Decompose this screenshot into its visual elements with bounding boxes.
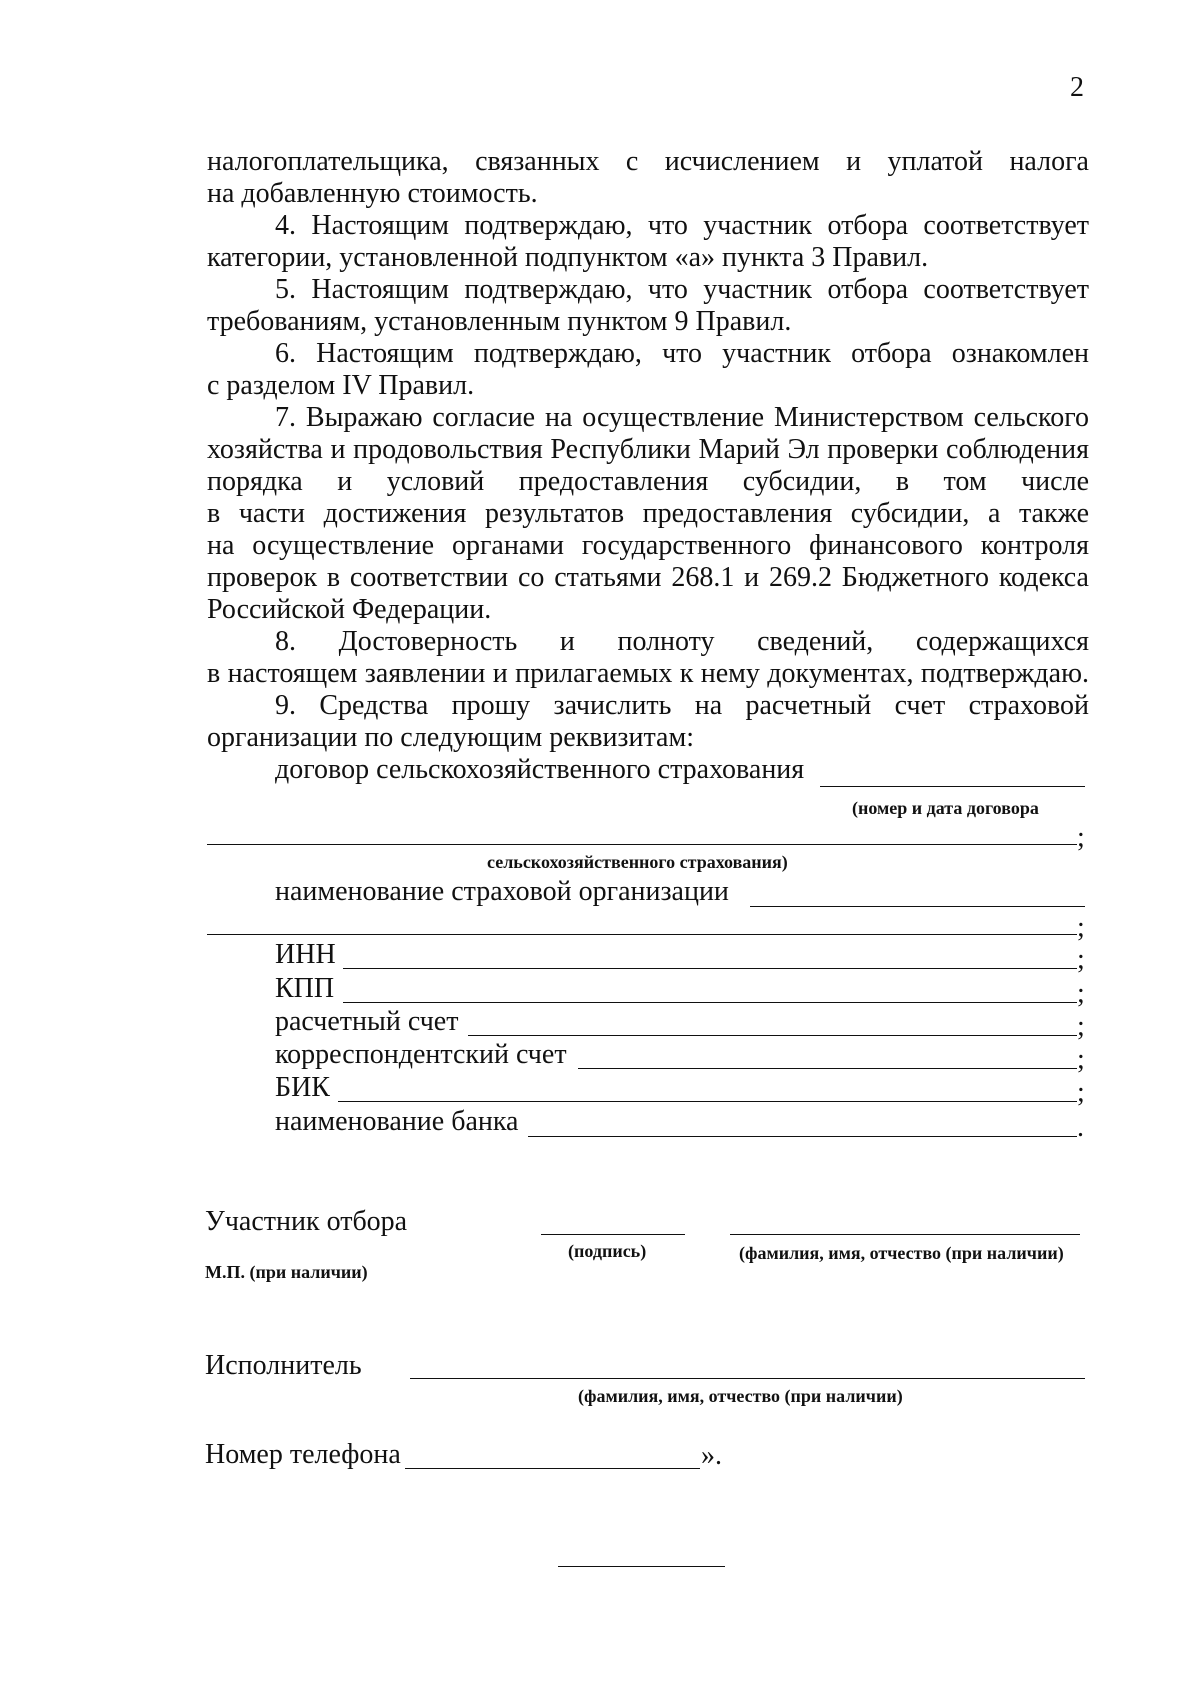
para-8-line2: в настоящем заявлении и прилагаемых к нему документах, подтверждаю. bbox=[207, 658, 1089, 689]
corr-account-field[interactable] bbox=[578, 1068, 1077, 1069]
para-7-line4: в части достижения результатов предоставления субсидии, а также bbox=[207, 498, 1089, 529]
insurer-field-continued[interactable] bbox=[207, 934, 1077, 935]
closing-divider bbox=[558, 1566, 725, 1567]
para-6-line1: 6. Настоящим подтверждаю, что участник отбора ознакомлен bbox=[275, 338, 1089, 369]
para-5-line1: 5. Настоящим подтверждаю, что участник отбора соответствует bbox=[275, 274, 1089, 305]
bik-field[interactable] bbox=[338, 1101, 1077, 1102]
page-number: 2 bbox=[1070, 72, 1084, 103]
participant-fio-field[interactable] bbox=[730, 1234, 1080, 1235]
participant-fio-caption: (фамилия, имя, отчество (при наличии) bbox=[739, 1243, 1064, 1263]
signature-caption: (подпись) bbox=[568, 1241, 647, 1261]
insurer-field[interactable] bbox=[750, 906, 1085, 907]
account-semicolon: ; bbox=[1077, 1011, 1085, 1042]
para-intro-line2: на добавленную стоимость. bbox=[207, 178, 538, 209]
para-6-line2: с разделом IV Правил. bbox=[207, 370, 475, 401]
contract-caption-2: сельскохозяйственного страхования) bbox=[487, 852, 788, 872]
corr-account-semicolon: ; bbox=[1077, 1044, 1085, 1075]
account-label: расчетный счет bbox=[275, 1006, 459, 1037]
para-7-line6: проверок в соответствии со статьями 268.1 и 269.2 Бюджетного кодекса bbox=[207, 562, 1089, 593]
para-9-line2: организации по следующим реквизитам: bbox=[207, 722, 694, 753]
para-5-line2: требованиям, установленным пунктом 9 Правил. bbox=[207, 306, 792, 337]
participant-label: Участник отбора bbox=[205, 1206, 408, 1237]
contract-semicolon: ; bbox=[1077, 822, 1085, 853]
phone-field[interactable] bbox=[405, 1468, 700, 1469]
contract-field[interactable] bbox=[820, 786, 1085, 787]
insurer-semicolon: ; bbox=[1077, 912, 1085, 943]
stamp-label: М.П. (при наличии) bbox=[205, 1262, 368, 1282]
bank-label: наименование банка bbox=[275, 1106, 519, 1137]
phone-label: Номер телефона bbox=[205, 1439, 401, 1470]
kpp-semicolon: ; bbox=[1077, 978, 1085, 1009]
inn-field[interactable] bbox=[343, 968, 1077, 969]
kpp-label: КПП bbox=[275, 973, 335, 1004]
para-7-line1: 7. Выражаю согласие на осуществление Министерством сельского bbox=[275, 402, 1089, 433]
bank-period: . bbox=[1077, 1112, 1084, 1143]
inn-label: ИНН bbox=[275, 939, 336, 970]
para-7-line5: на осуществление органами государственного финансового контроля bbox=[207, 530, 1089, 561]
bik-semicolon: ; bbox=[1077, 1077, 1085, 1108]
contract-field-continued[interactable] bbox=[207, 844, 1077, 845]
phone-end: ». bbox=[701, 1440, 722, 1471]
account-field[interactable] bbox=[468, 1035, 1077, 1036]
para-8-line1: 8. Достоверность и полноту сведений, содержащихся bbox=[275, 626, 1089, 657]
executor-field[interactable] bbox=[410, 1378, 1085, 1379]
para-4-line2: категории, установленной подпунктом «а» пункта 3 Правил. bbox=[207, 242, 929, 273]
para-intro-line1: налогоплательщика, связанных с исчислением и уплатой налога bbox=[207, 146, 1089, 177]
contract-label: договор сельскохозяйственного страхования bbox=[275, 754, 805, 785]
para-7-line7: Российской Федерации. bbox=[207, 594, 492, 625]
signature-field[interactable] bbox=[541, 1234, 685, 1235]
corr-account-label: корреспондентский счет bbox=[275, 1039, 567, 1070]
executor-label: Исполнитель bbox=[205, 1350, 362, 1381]
bik-label: БИК bbox=[275, 1072, 330, 1103]
insurer-label: наименование страховой организации bbox=[275, 876, 729, 907]
executor-caption: (фамилия, имя, отчество (при наличии) bbox=[578, 1386, 903, 1406]
para-9-line1: 9. Средства прошу зачислить на расчетный счет страховой bbox=[275, 690, 1089, 721]
para-7-line3: порядка и условий предоставления субсидии, в том числе bbox=[207, 466, 1089, 497]
inn-semicolon: ; bbox=[1077, 944, 1085, 975]
contract-caption-1: (номер и дата договора bbox=[852, 798, 1039, 818]
para-4-line1: 4. Настоящим подтверждаю, что участник отбора соответствует bbox=[275, 210, 1089, 241]
kpp-field[interactable] bbox=[343, 1002, 1077, 1003]
para-7-line2: хозяйства и продовольствия Республики Марий Эл проверки соблюдения bbox=[207, 434, 1089, 465]
bank-field[interactable] bbox=[528, 1136, 1077, 1137]
